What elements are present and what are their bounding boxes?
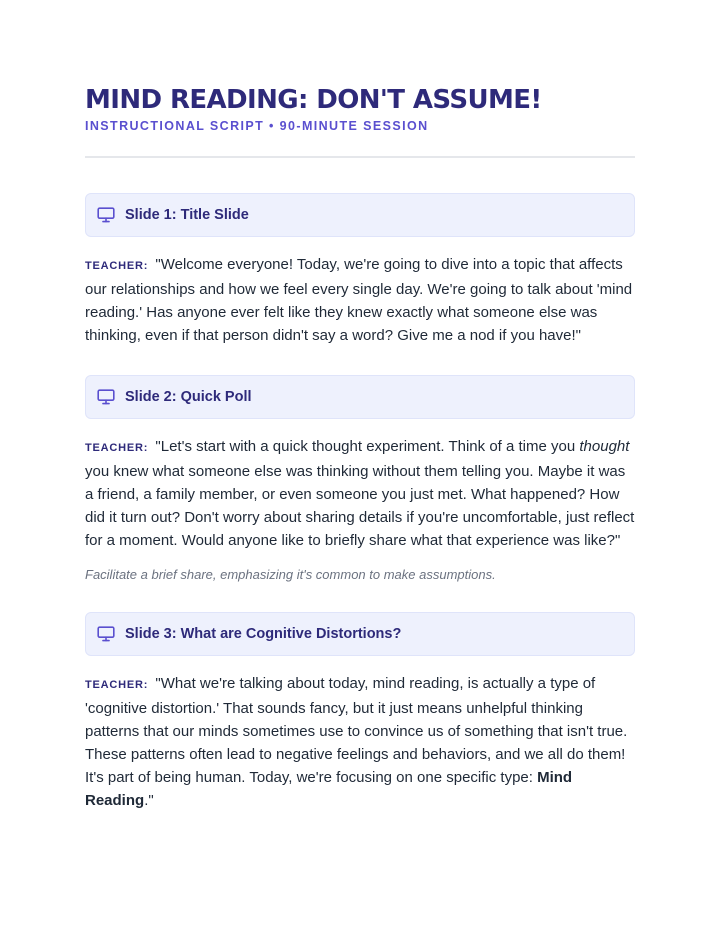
page-subtitle: INSTRUCTIONAL SCRIPT • 90-MINUTE SESSION [85, 119, 429, 133]
slide-3-script [85, 672, 635, 812]
slide-3-title: Slide 3: What are Cognitive Distortions? [125, 626, 402, 642]
slide-1-header [85, 193, 635, 237]
slide-2-script-emphasis: thought [579, 438, 630, 455]
monitor-icon [97, 626, 115, 642]
slide-2-script-text-b: you knew what someone else was thinking without them telling you. Maybe it was a friend, a family member, or even someone you just met. What happened? How did it turn out? Don't worry about sharing details if you're uncomfortable, just reflect for a moment. Would anyone like to briefly share what that experience was like?" [85, 463, 635, 549]
speaker-label: TEACHER: [85, 679, 149, 691]
slide-3-script-text-b: ." [144, 792, 154, 809]
slide-1-title: Slide 1: Title Slide [125, 207, 249, 223]
monitor-icon [97, 207, 115, 223]
slide-2-script-text-a: "Let's start with a quick thought experiment. Think of a time you [155, 438, 580, 455]
speaker-label: TEACHER: [85, 260, 149, 272]
slide-1-script-text: "Welcome everyone! Today, we're going to dive into a topic that affects our relationships and how we feel every single day. We're going to talk about 'mind reading.' Has anyone ever felt like they knew exactly what someone else was thinking, even if that person didn't say a word? Give me a nod if you have!" [85, 256, 633, 344]
slide-3-script-text-a: "What we're talking about today, mind reading, is actually a type of 'cognitive distortion.' That sounds fancy, but it just means unhelpful thinking patterns that our minds sometimes use to convince us of something that isn't true. These patterns often lead to negative feelings and behaviors, and we all do them! It's part of being human. Today, we're focusing on one specific type: [85, 675, 628, 786]
slide-3-script-strong: Mind Reading [85, 769, 573, 809]
slide-3-header [85, 612, 635, 656]
monitor-icon [97, 389, 115, 405]
header-divider [85, 156, 635, 158]
page-title: MIND READING: DON'T ASSUME! [85, 85, 542, 115]
slide-1-script [85, 253, 635, 347]
slide-2-title: Slide 2: Quick Poll [125, 389, 252, 405]
slide-2-script [85, 435, 635, 552]
facilitator-note: Facilitate a brief share, emphasizing it's common to make assumptions. [85, 567, 496, 582]
slide-2-header [85, 375, 635, 419]
speaker-label: TEACHER: [85, 442, 149, 454]
